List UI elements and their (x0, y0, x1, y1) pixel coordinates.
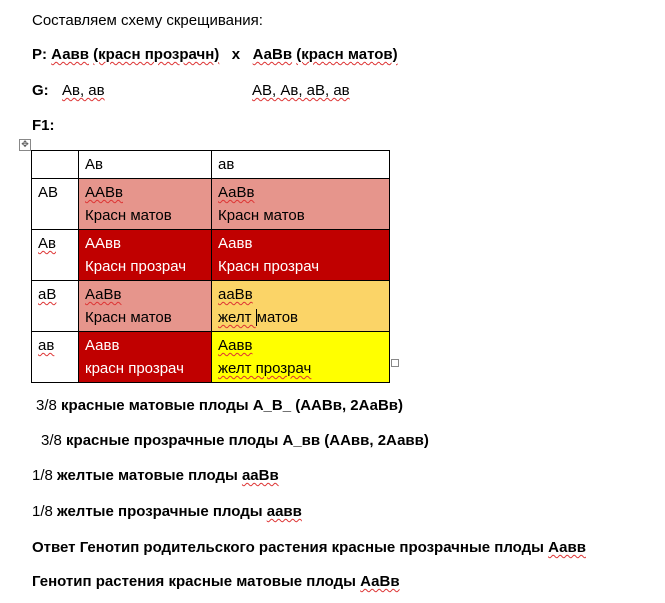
result-line-4 (32, 503, 302, 520)
table-row (32, 179, 390, 230)
cell-phenotype: Красн прозрач (85, 258, 187, 275)
cell-genotype: ААВв (85, 184, 123, 201)
table-cell (212, 332, 390, 383)
cell-phenotype: Красн матов (218, 207, 305, 224)
gametes-label: G: (32, 82, 49, 99)
cell-phenotype: Красн матов (85, 207, 172, 224)
table-row (32, 281, 390, 332)
answer-text: Ответ Генотип родительского растения красные прозрачные плоды (32, 539, 549, 556)
result-genotype: ааВв (241, 467, 279, 484)
cell-phenotype: Красн матов (85, 309, 172, 326)
f1-label: F1: (32, 117, 55, 134)
cell-genotype: Аавв (218, 337, 253, 354)
cell-phenotype: красн прозрач (85, 360, 184, 377)
table-row (32, 151, 390, 179)
row-header-label: аВ (38, 286, 57, 303)
parent2-phenotype: (красн матов) (296, 46, 398, 63)
table-cell (79, 230, 212, 281)
result-text: красные прозрачные плоды А_вв (ААвв, 2Аавв) (66, 432, 429, 449)
result-ratio: 3/8 (36, 397, 62, 414)
cell-genotype: Аавв (218, 235, 253, 252)
result-text: красные матовые плоды А_В_ (ААВв, 2АаВв) (61, 397, 404, 414)
cell-genotype: Аавв (85, 337, 120, 354)
cell-phenotype: желт прозрач (218, 360, 312, 377)
row-header-label: ав (38, 337, 55, 354)
punnett-table (31, 150, 390, 383)
answer-line-1 (32, 539, 586, 556)
table-cell (79, 281, 212, 332)
row-header-cell (32, 332, 79, 383)
heading: Составляем схему скрещивания: (32, 12, 263, 29)
cell-phenotype-part: желт (218, 309, 256, 326)
col-header-cell (212, 151, 390, 179)
result-ratio: 1/8 (32, 503, 58, 520)
result-text: желтые матовые плоды (57, 467, 242, 484)
gametes-parent2: АВ, Ав, аВ, ав (252, 82, 350, 99)
table-cell (212, 230, 390, 281)
col-header-label: Ав (85, 156, 103, 173)
answer-genotype: Аавв (548, 539, 586, 556)
result-ratio: 1/8 (32, 467, 58, 484)
row-header-cell (32, 230, 79, 281)
cell-phenotype-part: матов (256, 309, 299, 326)
table-move-handle-icon[interactable]: ✥ (19, 139, 31, 151)
row-header-label: АВ (38, 184, 59, 201)
table-cell (212, 179, 390, 230)
parents-prefix: P: (32, 46, 52, 63)
result-line-1 (36, 397, 403, 414)
parents-line (32, 46, 398, 63)
parent1-genotype: Аавв (51, 46, 89, 63)
result-line-2 (41, 432, 429, 449)
table-cell (212, 281, 390, 332)
row-header-cell (32, 179, 79, 230)
cell-genotype: ааВв (218, 286, 253, 303)
result-genotype: аавв (266, 503, 302, 520)
answer-line-2 (32, 573, 400, 590)
result-line-3 (32, 467, 279, 484)
parent2-genotype: АаВв (252, 46, 293, 63)
gametes-parent1: Ав, ав (62, 82, 105, 99)
cell-genotype: ААвв (85, 235, 121, 252)
cell-genotype: АаВв (218, 184, 255, 201)
cell-genotype: АаВв (85, 286, 122, 303)
cell-phenotype: Красн прозрач (218, 258, 320, 275)
table-row (32, 332, 390, 383)
col-header-label: ав (218, 156, 235, 173)
table-cell (79, 179, 212, 230)
parent1-phenotype: (красн прозрачн) (93, 46, 220, 63)
answer-genotype: АаВв (360, 573, 400, 590)
table-row (32, 230, 390, 281)
answer-text: Генотип растения красные матовые плоды (32, 573, 361, 590)
table-resize-handle[interactable] (391, 359, 399, 367)
table-cell (79, 332, 212, 383)
row-header-cell (32, 281, 79, 332)
cross-sign: x (231, 46, 241, 63)
corner-cell (32, 151, 79, 179)
col-header-cell (79, 151, 212, 179)
result-ratio: 3/8 (41, 432, 67, 449)
result-text: желтые прозрачные плоды (57, 503, 267, 520)
row-header-label: Ав (38, 235, 56, 252)
